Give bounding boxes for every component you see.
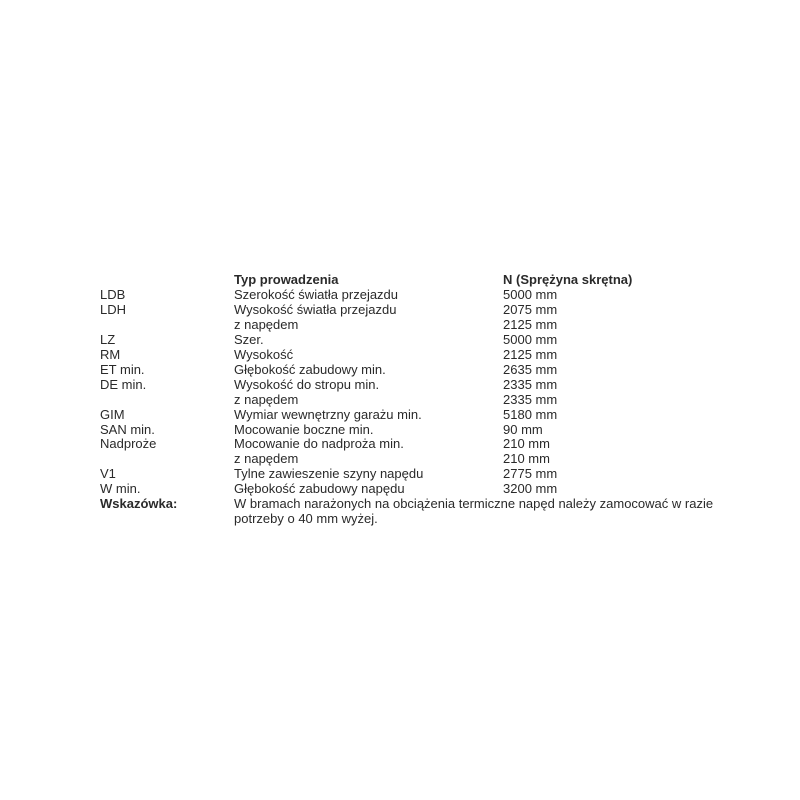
header-code-column	[100, 273, 234, 288]
table-row	[100, 408, 712, 423]
note-label: Wskazówka:	[100, 496, 178, 512]
table-row	[100, 467, 712, 482]
cell-description: z napędem	[234, 316, 299, 332]
cell-code: LZ	[100, 331, 116, 347]
cell-value: 5000 mm	[503, 331, 558, 347]
cell-value: 210 mm	[503, 436, 550, 452]
cell-value: 2635 mm	[503, 361, 558, 377]
cell-description: Głębokość zabudowy napędu	[234, 481, 405, 497]
cell-code	[100, 452, 234, 467]
cell-code: DE min.	[100, 376, 147, 392]
cell-code: LDB	[100, 286, 126, 302]
cell-code: SAN min.	[100, 421, 155, 437]
cell-description: Głębokość zabudowy min.	[234, 361, 386, 377]
cell-value: 5180 mm	[503, 406, 558, 422]
table-row	[100, 423, 712, 438]
cell-code: GIM	[100, 406, 125, 422]
cell-description: Szerokość światła przejazdu	[234, 286, 399, 302]
cell-value: 210 mm	[503, 451, 550, 467]
cell-code: Nadproże	[100, 436, 157, 452]
table-row	[100, 333, 712, 348]
table-body	[100, 288, 712, 497]
note-row	[100, 497, 712, 527]
cell-description: Wysokość do stropu min.	[234, 376, 380, 392]
cell-value: 2775 mm	[503, 466, 558, 482]
cell-code: V1	[100, 466, 116, 482]
cell-code	[100, 393, 234, 408]
table-row	[100, 452, 712, 467]
table-row	[100, 437, 712, 452]
cell-code	[100, 318, 234, 333]
note-line-1: W bramach narażonych na obciążenia termiczne napęd należy zamocować w razie	[234, 496, 714, 512]
table-row	[100, 303, 712, 318]
note-text	[234, 497, 713, 527]
header-value-column: N (Sprężyna skrętna)	[503, 272, 633, 287]
cell-description: Tylne zawieszenie szyny napędu	[234, 466, 424, 482]
cell-value: 2335 mm	[503, 391, 558, 407]
table-row	[100, 378, 712, 393]
cell-value: 90 mm	[503, 421, 543, 437]
cell-value: 3200 mm	[503, 481, 558, 497]
header-type-column: Typ prowadzenia	[234, 272, 339, 287]
cell-description: Wymiar wewnętrzny garażu min.	[234, 406, 422, 422]
spec-table	[100, 273, 712, 527]
cell-description: z napędem	[234, 391, 299, 407]
cell-description: Wysokość światła przejazdu	[234, 301, 397, 317]
cell-value: 2075 mm	[503, 301, 558, 317]
cell-value: 2125 mm	[503, 346, 558, 362]
table-row	[100, 363, 712, 378]
cell-value: 2125 mm	[503, 316, 558, 332]
cell-code: LDH	[100, 301, 127, 317]
cell-description: Mocowanie boczne min.	[234, 421, 374, 437]
table-row	[100, 393, 712, 408]
cell-code: RM	[100, 346, 121, 362]
cell-description: Szer.	[234, 331, 264, 347]
cell-value: 2335 mm	[503, 376, 558, 392]
cell-code: ET min.	[100, 361, 145, 377]
table-row	[100, 318, 712, 333]
note-line-2: potrzeby o 40 mm wyżej.	[234, 511, 378, 527]
cell-code: W min.	[100, 481, 141, 497]
table-row	[100, 482, 712, 497]
cell-description: Wysokość	[234, 346, 294, 362]
table-row	[100, 348, 712, 363]
cell-description: Mocowanie do nadproża min.	[234, 436, 404, 452]
cell-value: 5000 mm	[503, 286, 558, 302]
table-row	[100, 288, 712, 303]
table-header-row	[100, 273, 712, 288]
cell-description: z napędem	[234, 451, 299, 467]
